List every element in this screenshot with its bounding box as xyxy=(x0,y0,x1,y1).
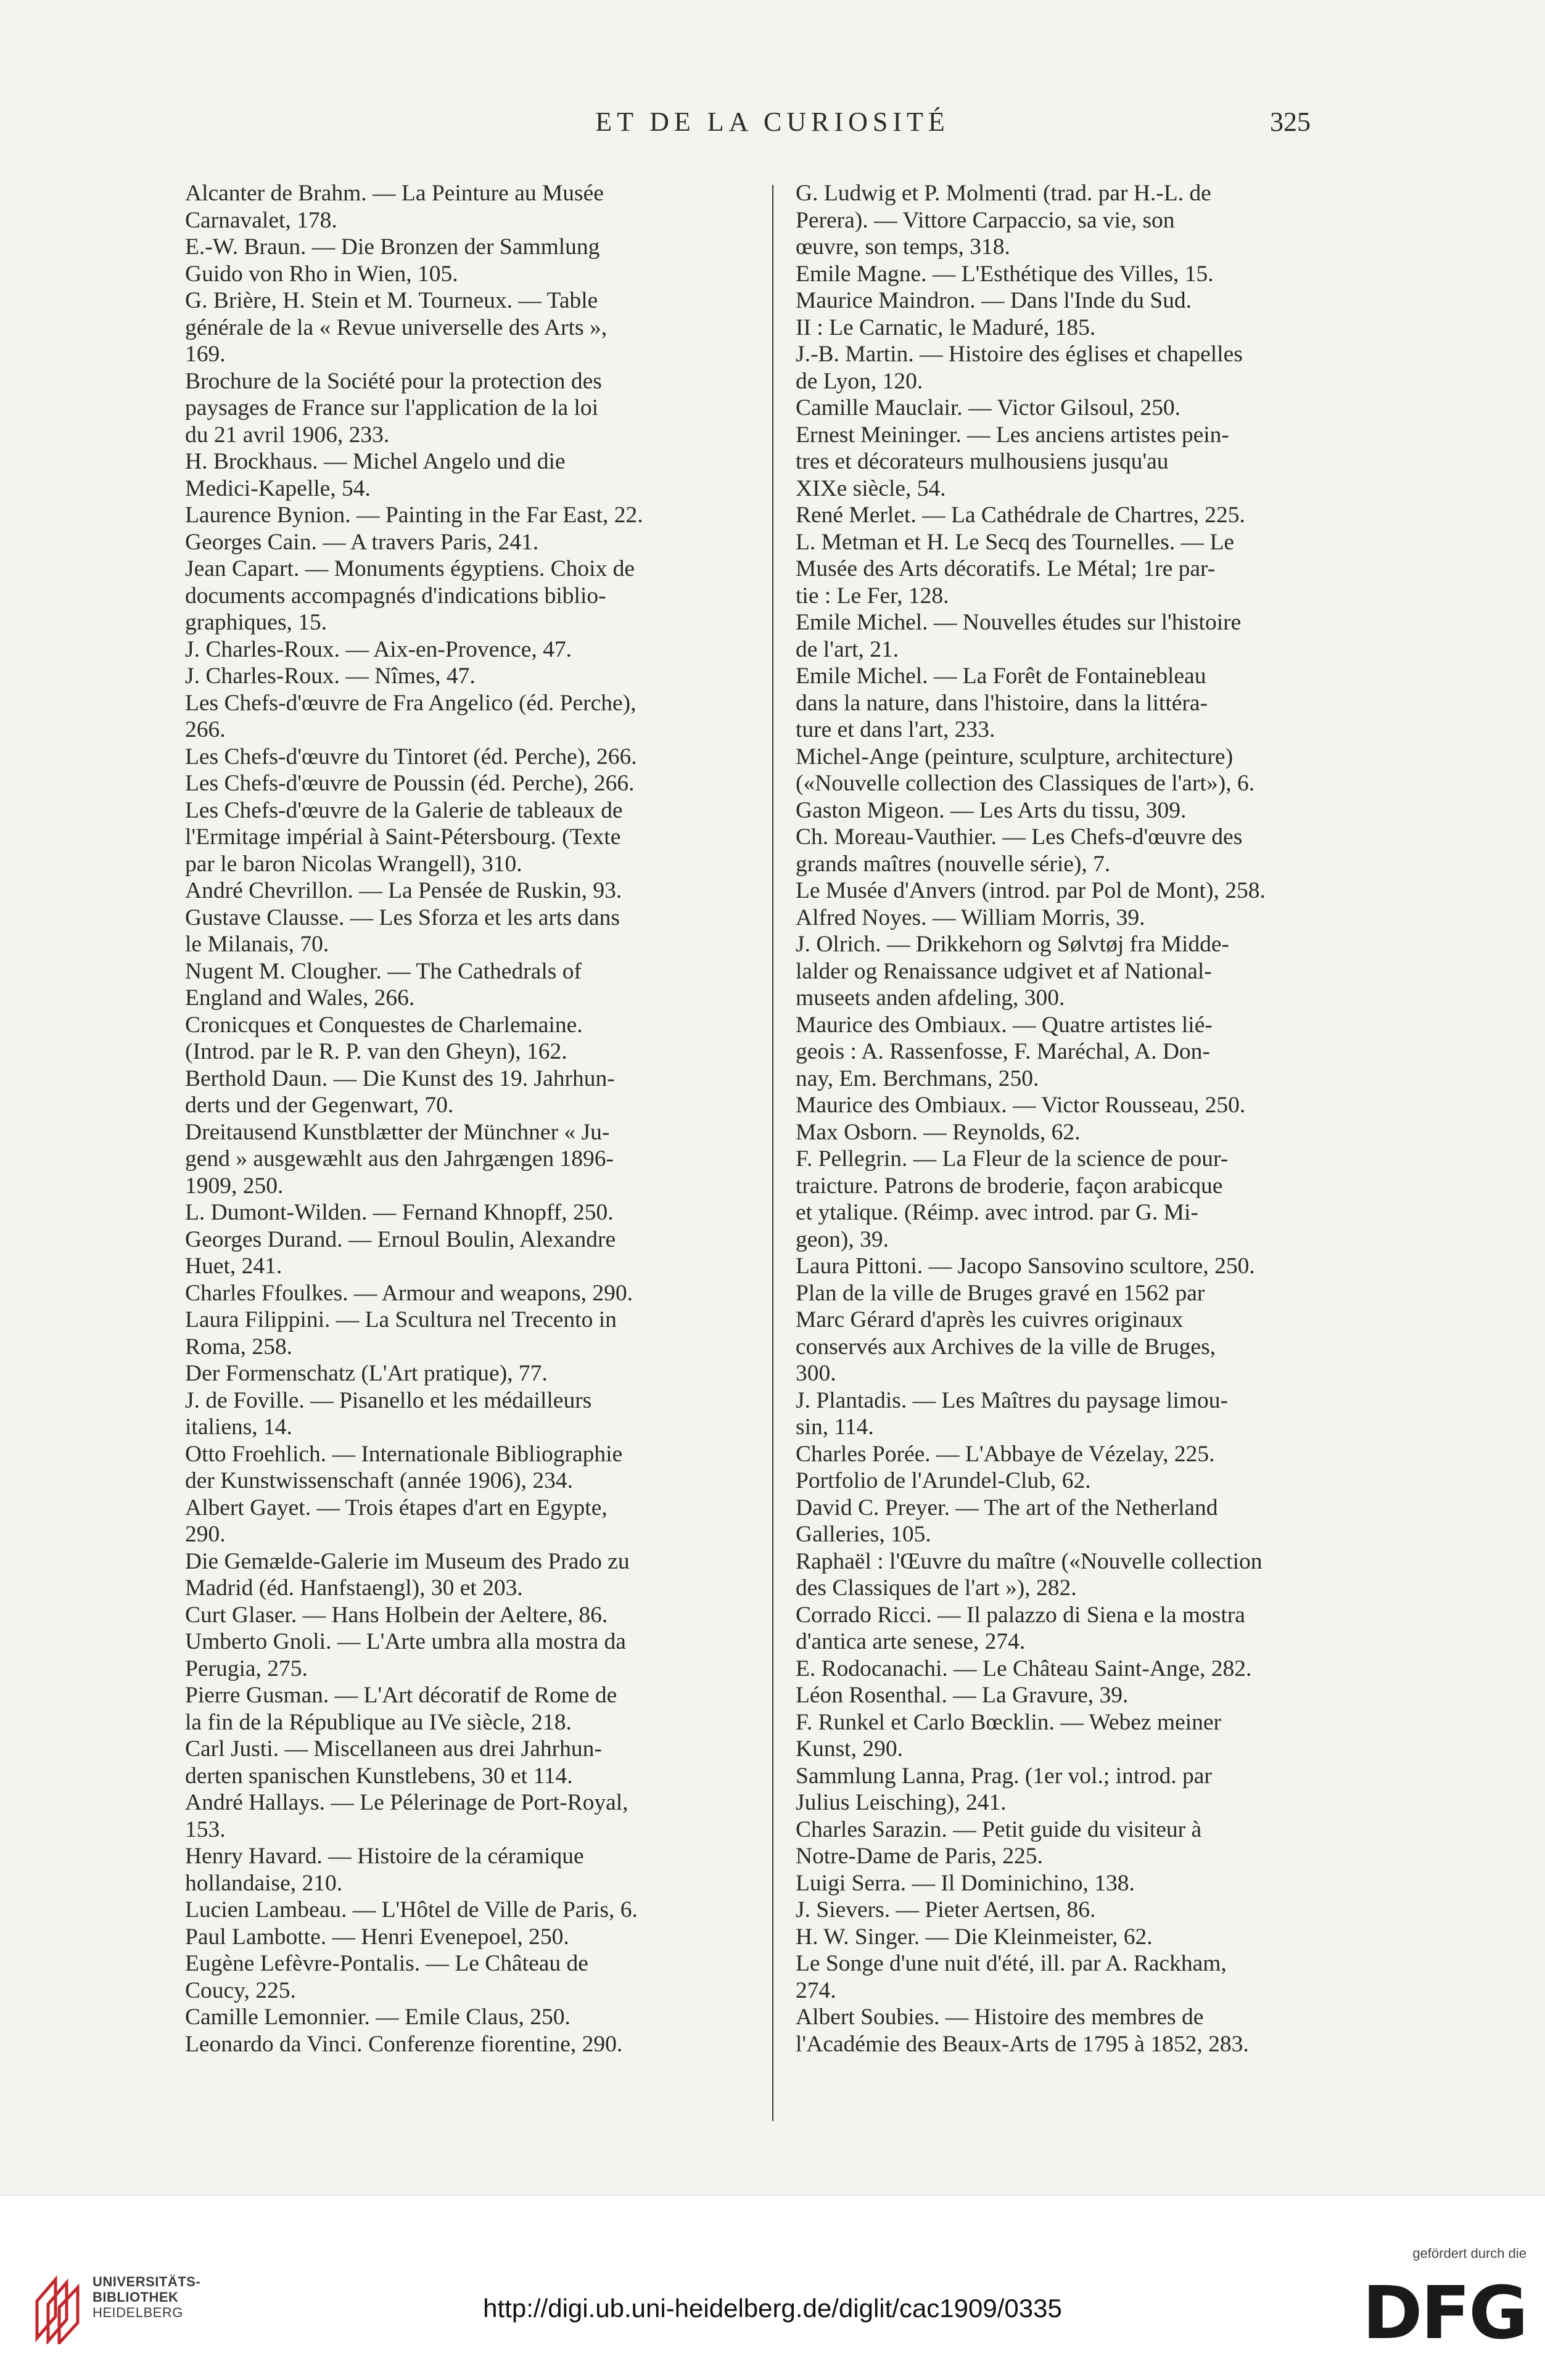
entry-line: de l'art, 21. xyxy=(796,636,899,662)
entry-line: Max Osborn. — Reynolds, 62. xyxy=(796,1119,1081,1145)
left-column-entry xyxy=(185,690,777,744)
entry-line: Umberto Gnoli. — L'Arte umbra alla mostra da xyxy=(185,1629,626,1654)
left-column-entry xyxy=(185,1602,777,1629)
entry-line: lalder og Renaissance udgivet et af National- xyxy=(796,958,1212,984)
entry-line: Albert Soubies. — Histoire des membres de xyxy=(796,2005,1204,2030)
library-name-line-3: HEIDELBERG xyxy=(93,2305,183,2320)
entry-line: F. Pellegrin. — La Fleur de la science de pour- xyxy=(796,1146,1229,1172)
entry-line: italiens, 14. xyxy=(185,1414,292,1440)
entry-line: G. Ludwig et P. Molmenti (trad. par H.-L. de xyxy=(796,181,1211,206)
entry-line: II : Le Carnatic, le Maduré, 185. xyxy=(796,314,1096,340)
left-column-entry xyxy=(185,1789,777,1843)
left-column-entry xyxy=(185,636,777,663)
entry-line: Luigi Serra. — Il Dominichino, 138. xyxy=(796,1870,1135,1896)
entry-line: Cronicques et Conquestes de Charlemaine. xyxy=(185,1012,583,1038)
entry-line: grands maîtres (nouvelle série), 7. xyxy=(796,851,1111,877)
entry-line: E. Rodocanachi. — Le Château Saint-Ange, 282. xyxy=(796,1656,1252,1681)
left-column-entry xyxy=(185,1387,777,1441)
right-column-entry xyxy=(796,1602,1388,1656)
column-divider xyxy=(772,185,773,2121)
right-column-entry xyxy=(796,1253,1388,1280)
entry-line: Laura Pittoni. — Jacopo Sansovino scultore, 250. xyxy=(796,1254,1255,1279)
entry-line: der Kunstwissenschaft (année 1906), 234. xyxy=(185,1468,574,1493)
left-column-entry xyxy=(185,1950,777,2004)
entry-line: Camille Lemonnier. — Emile Claus, 250. xyxy=(185,2005,571,2030)
entry-line: René Merlet. — La Cathédrale de Chartres, 225. xyxy=(796,503,1245,528)
right-column-entry xyxy=(796,502,1388,529)
entry-line: 300. xyxy=(796,1361,836,1386)
entry-line: Otto Froehlich. — Internationale Bibliographie xyxy=(185,1441,623,1467)
entry-line: Camille Mauclair. — Victor Gilsoul, 250. xyxy=(796,395,1181,421)
entry-line: traicture. Patrons de broderie, façon arabicque xyxy=(796,1173,1223,1199)
left-column-entry xyxy=(185,287,777,368)
left-column-entry xyxy=(185,770,777,797)
entry-line: Gaston Migeon. — Les Arts du tissu, 309. xyxy=(796,797,1187,823)
entry-line: nay, Em. Berchmans, 250. xyxy=(796,1065,1039,1091)
right-column-entry xyxy=(796,395,1388,422)
left-column-entry xyxy=(185,1897,777,1924)
entry-line: et ytalique. (Réimp. avec introd. par G. Mi- xyxy=(796,1200,1198,1225)
entry-line: XIXe siècle, 54. xyxy=(796,475,946,501)
entry-line: Dreitausend Kunstblætter der Münchner « Ju- xyxy=(185,1119,610,1145)
right-column-entry xyxy=(796,287,1388,341)
left-column-entry xyxy=(185,1199,777,1226)
entry-line: Alfred Noyes. — William Morris, 39. xyxy=(796,905,1145,930)
entry-line: générale de la « Revue universelle des Arts », xyxy=(185,314,608,340)
left-column-entry xyxy=(185,1924,777,1951)
entry-line: André Hallays. — Le Pélerinage de Port-Royal, xyxy=(185,1790,628,1815)
right-column-entry xyxy=(796,2004,1388,2058)
entry-line: museets anden afdeling, 300. xyxy=(796,985,1065,1011)
entry-line: Maurice Maindron. — Dans l'Inde du Sud. xyxy=(796,288,1192,313)
right-column-entry xyxy=(796,1387,1388,1441)
entry-line: d'antica arte senese, 274. xyxy=(796,1629,1026,1654)
running-head xyxy=(0,99,1545,148)
entry-line: Perugia, 275. xyxy=(185,1656,308,1681)
entry-line: Pierre Gusman. — L'Art décoratif de Rome de xyxy=(185,1683,617,1708)
entry-line: Maurice des Ombiaux. — Quatre artistes lié- xyxy=(796,1012,1213,1038)
left-column-entry xyxy=(185,1226,777,1280)
right-column-entry xyxy=(796,1280,1388,1387)
entry-line: Henry Havard. — Histoire de la céramique xyxy=(185,1844,584,1869)
entry-line: paysages de France sur l'application de la loi xyxy=(185,395,599,421)
entry-line: Emile Michel. — La Forêt de Fontainebleau xyxy=(796,663,1206,689)
right-column-entry xyxy=(796,797,1388,824)
entry-line: 290. xyxy=(185,1522,226,1547)
right-column-entry xyxy=(796,529,1388,610)
entry-line: l'Académie des Beaux-Arts de 1795 à 1852, 283. xyxy=(796,2031,1249,2057)
entry-line: Le Musée d'Anvers (introd. par Pol de Mont), 258. xyxy=(796,878,1266,903)
entry-line: Gustave Clausse. — Les Sforza et les arts dans xyxy=(185,905,620,930)
right-column-entry xyxy=(796,341,1388,395)
dfg-logo: DFG xyxy=(1362,2270,1526,2355)
left-column-entry xyxy=(185,1012,777,1065)
entry-line: Laura Filippini. — La Scultura nel Trecento in xyxy=(185,1307,617,1332)
right-column xyxy=(796,180,1388,2058)
entry-line: Emile Magne. — L'Esthétique des Villes, 15. xyxy=(796,261,1214,287)
entry-line: Carl Justi. — Miscellaneen aus drei Jahrhun- xyxy=(185,1736,602,1762)
entry-line: Carnavalet, 178. xyxy=(185,207,337,233)
entry-line: Huet, 241. xyxy=(185,1254,282,1279)
entry-line: des Classiques de l'art »), 282. xyxy=(796,1575,1077,1601)
left-column-entry xyxy=(185,2004,777,2031)
entry-line: derten spanischen Kunstlebens, 30 et 114. xyxy=(185,1763,573,1789)
left-column-entry xyxy=(185,663,777,690)
right-column-entry xyxy=(796,1012,1388,1093)
left-column-entry xyxy=(185,556,777,636)
page-number: 325 xyxy=(1270,107,1311,137)
entry-line: tres et décorateurs mulhousiens jusqu'au xyxy=(796,449,1169,474)
right-column-entry xyxy=(796,1548,1388,1602)
entry-line: conservés aux Archives de la ville de Bruges, xyxy=(796,1334,1216,1360)
right-column-entry xyxy=(796,1495,1388,1548)
left-column-entry xyxy=(185,1682,777,1736)
left-column-entry xyxy=(185,1441,777,1495)
entry-line: dans la nature, dans l'histoire, dans la littéra- xyxy=(796,690,1208,716)
entry-line: le Milanais, 70. xyxy=(185,932,329,957)
entry-line: Albert Gayet. — Trois étapes d'art en Egypte, xyxy=(185,1495,608,1520)
entry-line: Berthold Daun. — Die Kunst des 19. Jahrhun- xyxy=(185,1065,615,1091)
entry-line: Plan de la ville de Bruges gravé en 1562 par xyxy=(796,1280,1205,1306)
entry-line: gend » ausgewæhlt aus den Jahrgængen 1896- xyxy=(185,1146,614,1172)
left-column-entry xyxy=(185,1495,777,1548)
library-name-line-1: UNIVERSITÄTS- xyxy=(93,2274,201,2289)
right-column-entry xyxy=(796,905,1388,932)
entry-line: Ch. Moreau-Vauthier. — Les Chefs-d'œuvre des xyxy=(796,824,1243,850)
entry-line: Les Chefs-d'œuvre de Fra Angelico (éd. Perche), xyxy=(185,690,637,716)
entry-line: Medici-Kapelle, 54. xyxy=(185,475,371,501)
entry-line: André Chevrillon. — La Pensée de Ruskin, 93. xyxy=(185,878,622,903)
entry-line: Lucien Lambeau. — L'Hôtel de Ville de Paris, 6. xyxy=(185,1897,638,1922)
entry-line: H. W. Singer. — Die Kleinmeister, 62. xyxy=(796,1924,1153,1950)
entry-line: Alcanter de Brahm. — La Peinture au Musée xyxy=(185,181,604,206)
left-column-entry xyxy=(185,448,777,502)
entry-line: Ernest Meininger. — Les anciens artistes pein- xyxy=(796,422,1229,448)
right-column-entry xyxy=(796,261,1388,288)
entry-line: Roma, 258. xyxy=(185,1334,292,1360)
right-column-entry xyxy=(796,1092,1388,1119)
entry-line: Georges Cain. — A travers Paris, 241. xyxy=(185,529,539,555)
right-column-entry xyxy=(796,1709,1388,1763)
entry-line: J. Olrich. — Drikkehorn og Sølvtøj fra Midde- xyxy=(796,932,1230,957)
entry-line: ture et dans l'art, 233. xyxy=(796,717,995,742)
entry-line: David C. Preyer. — The art of the Netherland xyxy=(796,1495,1218,1520)
entry-line: 274. xyxy=(796,1977,836,2003)
left-column-entry xyxy=(185,180,777,234)
entry-line: Les Chefs-d'œuvre de la Galerie de tableaux de xyxy=(185,797,623,823)
left-column-entry xyxy=(185,1065,777,1119)
entry-line: geon), 39. xyxy=(796,1226,889,1252)
entry-line: Paul Lambotte. — Henri Evenepoel, 250. xyxy=(185,1924,569,1950)
entry-line: Notre-Dame de Paris, 225. xyxy=(796,1844,1043,1869)
entry-line: Raphaël : l'Œuvre du maître («Nouvelle collection xyxy=(796,1548,1263,1574)
entry-line: documents accompagnés d'indications biblio- xyxy=(185,583,606,609)
right-column-entry xyxy=(796,422,1388,503)
left-column-entry xyxy=(185,744,777,771)
entry-line: F. Runkel et Carlo Bœcklin. — Webez meiner xyxy=(796,1709,1222,1735)
entry-line: sin, 114. xyxy=(796,1414,874,1440)
entry-line: 266. xyxy=(185,717,226,742)
entry-line: Nugent M. Clougher. — The Cathedrals of xyxy=(185,958,582,984)
entry-line: Jean Capart. — Monuments égyptiens. Choix de xyxy=(185,556,635,581)
entry-line: Charles Porée. — L'Abbaye de Vézelay, 225. xyxy=(796,1441,1215,1467)
entry-line: J. Charles-Roux. — Nîmes, 47. xyxy=(185,663,476,689)
entry-line: Curt Glaser. — Hans Holbein der Aeltere, 86. xyxy=(185,1602,608,1628)
library-name-line-2: BIBLIOTHEK xyxy=(93,2289,179,2305)
entry-line: 1909, 250. xyxy=(185,1173,284,1199)
right-column-entry xyxy=(796,1146,1388,1253)
entry-line: Portfolio de l'Arundel-Club, 62. xyxy=(796,1468,1091,1493)
entry-line: Corrado Ricci. — Il palazzo di Siena e la mostra xyxy=(796,1602,1245,1628)
entry-line: E.-W. Braun. — Die Bronzen der Sammlung xyxy=(185,234,600,260)
right-column-entry xyxy=(796,1656,1388,1683)
right-column-entry xyxy=(796,1763,1388,1816)
entry-line: Julius Leisching), 241. xyxy=(796,1790,1007,1815)
left-column-entry xyxy=(185,797,777,878)
entry-line: J. Plantadis. — Les Maîtres du paysage limou- xyxy=(796,1387,1228,1413)
entry-line: geois : A. Rassenfosse, F. Maréchal, A. Don- xyxy=(796,1039,1210,1064)
left-column-entry xyxy=(185,1360,777,1387)
funded-by-label: gefördert durch die xyxy=(1412,2246,1526,2261)
right-column-entry xyxy=(796,1682,1388,1709)
entry-line: Laurence Bynion. — Painting in the Far East, 22. xyxy=(185,503,643,528)
entry-line: Maurice des Ombiaux. — Victor Rousseau, 250. xyxy=(796,1093,1246,1118)
entry-line: 153. xyxy=(185,1816,226,1842)
right-column-entry xyxy=(796,1467,1388,1495)
entry-line: de Lyon, 120. xyxy=(796,368,923,394)
entry-line: Die Gemælde-Galerie im Museum des Prado zu xyxy=(185,1548,630,1574)
entry-line: Brochure de la Société pour la protection des xyxy=(185,368,602,394)
entry-line: Madrid (éd. Hanfstaengl), 30 et 203. xyxy=(185,1575,523,1601)
entry-line: Marc Gérard d'après les cuivres originaux xyxy=(796,1307,1184,1332)
right-column-entry xyxy=(796,1119,1388,1146)
right-column-entry xyxy=(796,1441,1388,1468)
entry-line: («Nouvelle collection des Classiques de l'art»), 6. xyxy=(796,771,1255,796)
permalink-url[interactable]: http://digi.ub.uni-heidelberg.de/diglit/cac1909/0335 xyxy=(483,2294,1062,2323)
left-column-entry xyxy=(185,1843,777,1897)
right-column-entry xyxy=(796,744,1388,797)
right-column-entry xyxy=(796,1816,1388,1870)
entry-line: Kunst, 290. xyxy=(796,1736,903,1762)
left-column-entry xyxy=(185,1548,777,1602)
running-title: ET DE LA CURIOSITÉ xyxy=(595,107,950,137)
entry-line: derts und der Gegenwart, 70. xyxy=(185,1093,454,1118)
footer-bar xyxy=(0,2195,1545,2380)
entry-line: œuvre, son temps, 318. xyxy=(796,234,1010,260)
entry-line: J. Sievers. — Pieter Aertsen, 86. xyxy=(796,1897,1096,1922)
left-column-entry xyxy=(185,1307,777,1360)
entry-line: Le Songe d'une nuit d'été, ill. par A. Rackham, xyxy=(796,1951,1227,1976)
entry-line: Charles Sarazin. — Petit guide du visiteur à xyxy=(796,1816,1202,1842)
entry-line: hollandaise, 210. xyxy=(185,1870,343,1896)
footer-divider xyxy=(0,2195,1545,2196)
entry-line: Sammlung Lanna, Prag. (1er vol.; introd. par xyxy=(796,1763,1212,1789)
entry-line: (Introd. par le R. P. van den Gheyn), 162. xyxy=(185,1039,567,1064)
entry-line: Guido von Rho in Wien, 105. xyxy=(185,261,458,287)
entry-line: du 21 avril 1906, 233. xyxy=(185,422,390,448)
entry-line: Georges Durand. — Ernoul Boulin, Alexandre xyxy=(185,1226,616,1252)
entry-line: Musée des Arts décoratifs. Le Métal; 1re par- xyxy=(796,556,1216,581)
right-column-entry xyxy=(796,931,1388,1012)
left-column-entry xyxy=(185,877,777,905)
entry-line: par le baron Nicolas Wrangell), 310. xyxy=(185,851,522,877)
right-column-entry xyxy=(796,824,1388,877)
right-column-entry xyxy=(796,180,1388,261)
entry-line: J. de Foville. — Pisanello et les médailleurs xyxy=(185,1387,592,1413)
right-column-entry xyxy=(796,609,1388,663)
entry-line: L. Metman et H. Le Secq des Tournelles. — Le xyxy=(796,529,1235,555)
left-column-entry xyxy=(185,502,777,529)
right-column-entry xyxy=(796,1897,1388,1924)
left-column-entry xyxy=(185,1736,777,1789)
entry-line: Der Formenschatz (L'Art pratique), 77. xyxy=(185,1361,548,1386)
right-column-entry xyxy=(796,1950,1388,2004)
entry-line: J. Charles-Roux. — Aix-en-Provence, 47. xyxy=(185,636,572,662)
left-column-entry xyxy=(185,905,777,958)
entry-line: H. Brockhaus. — Michel Angelo und die xyxy=(185,449,566,474)
entry-line: Perera). — Vittore Carpaccio, sa vie, son xyxy=(796,207,1175,233)
right-column-entry xyxy=(796,1870,1388,1897)
entry-line: Leonardo da Vinci. Conferenze fiorentine, 290. xyxy=(185,2031,623,2057)
entry-line: l'Ermitage impérial à Saint-Pétersbourg. (Texte xyxy=(185,824,621,850)
entry-line: L. Dumont-Wilden. — Fernand Khnopff, 250. xyxy=(185,1200,614,1225)
right-column-entry xyxy=(796,1924,1388,1951)
entry-line: J.-B. Martin. — Histoire des églises et chapelles xyxy=(796,342,1243,367)
entry-line: Eugène Lefèvre-Pontalis. — Le Château de xyxy=(185,1951,588,1976)
right-column-entry xyxy=(796,877,1388,905)
right-column-entry xyxy=(796,663,1388,744)
entry-line: Galleries, 105. xyxy=(796,1522,931,1547)
entry-line: tie : Le Fer, 128. xyxy=(796,583,949,609)
entry-line: Léon Rosenthal. — La Gravure, 39. xyxy=(796,1683,1129,1708)
left-column-entry xyxy=(185,529,777,556)
left-column xyxy=(185,180,777,2058)
entry-line: Charles Ffoulkes. — Armour and weapons, 290. xyxy=(185,1280,633,1306)
left-column-entry xyxy=(185,1628,777,1682)
entry-line: Coucy, 225. xyxy=(185,1977,296,2003)
left-column-entry xyxy=(185,2031,777,2058)
entry-line: Emile Michel. — Nouvelles études sur l'histoire xyxy=(796,610,1242,635)
entry-line: Les Chefs-d'œuvre de Poussin (éd. Perche), 266. xyxy=(185,771,635,796)
entry-line: G. Brière, H. Stein et M. Tourneux. — Table xyxy=(185,288,598,313)
left-column-entry xyxy=(185,368,777,449)
left-column-entry xyxy=(185,958,777,1012)
entry-line: la fin de la République au IVe siècle, 218. xyxy=(185,1709,572,1735)
entry-line: Les Chefs-d'œuvre du Tintoret (éd. Perche), 266. xyxy=(185,744,637,769)
left-column-entry xyxy=(185,234,777,287)
entry-line: Michel-Ange (peinture, sculpture, architecture) xyxy=(796,744,1234,769)
left-column-entry xyxy=(185,1119,777,1200)
entry-line: England and Wales, 266. xyxy=(185,985,415,1011)
left-column-entry xyxy=(185,1280,777,1307)
entry-line: 169. xyxy=(185,342,226,367)
entry-line: graphiques, 15. xyxy=(185,610,328,635)
